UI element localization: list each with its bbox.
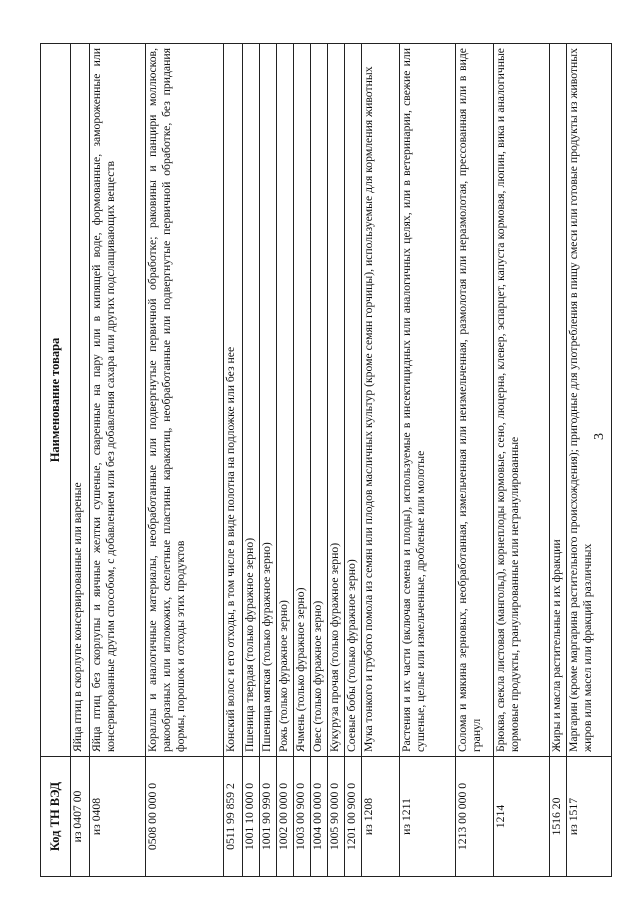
- row-code: 1213 00 000 0: [456, 757, 494, 877]
- page-number: 3: [592, 433, 607, 440]
- table-row: [277, 44, 294, 877]
- row-name: Соевые бобы (только фуражное зерно): [345, 44, 362, 757]
- table-row: [362, 44, 400, 877]
- table-header-row: [41, 44, 71, 877]
- row-code: из 1211: [400, 757, 456, 877]
- row-code: 1004 00 000 0: [311, 757, 328, 877]
- row-name: Овес (только фуражное зерно): [311, 44, 328, 757]
- row-code: 1214: [494, 757, 550, 877]
- row-code: 1201 00 900 0: [345, 757, 362, 877]
- row-name: Солома и мякина зерновых, необработанная, измельченная или неизмельченная, размолотая или неразмолотая, прессованная или в виде гранул: [456, 44, 494, 757]
- rotated-table-container: [40, 44, 598, 877]
- table-row: [456, 44, 494, 877]
- row-name: Пшеница мягкая (только фуражное зерно): [260, 44, 277, 757]
- table-row: [90, 44, 146, 877]
- row-name: Мука тонкого и грубого помола из семян или плодов масличных культур (кроме семян горчицы), используемые для кормления животных: [362, 44, 400, 757]
- header-code: Код ТН ВЭД: [41, 757, 71, 877]
- row-name: Растения и их части (включая семена и плоды), используемые в инсектицидных или аналогичных целях, или в ветеринарии, свежие или сушеные, целые или измельченные, дробленые или молотые: [400, 44, 456, 757]
- table-row: [345, 44, 362, 877]
- table-row: [71, 44, 90, 877]
- row-code: 1001 90 990 0: [260, 757, 277, 877]
- row-name: Яйца птиц в скорлупе консервированные или вареные: [71, 44, 90, 757]
- row-name: Пшеница твердая (только фуражное зерно): [243, 44, 260, 757]
- header-name: Наименование товара: [41, 44, 71, 757]
- row-code: из 0407 00: [71, 757, 90, 877]
- table-row: [550, 44, 567, 877]
- table-row: [494, 44, 550, 877]
- table-row: [243, 44, 260, 877]
- row-code: 1516 20: [550, 757, 567, 877]
- table-row: [311, 44, 328, 877]
- row-name: Конский волос и его отходы, в том числе в виде полотна на подложке или без нее: [224, 44, 243, 757]
- row-code: 1005 90 000 0: [328, 757, 345, 877]
- row-name: Жиры и масла растительные и их фракции: [550, 44, 567, 757]
- row-code: 1001 10 000 0: [243, 757, 260, 877]
- row-code: 1002 00 000 0: [277, 757, 294, 877]
- row-name: Кукуруза прочая (только фуражное зерно): [328, 44, 345, 757]
- table-row: [146, 44, 224, 877]
- row-name: Рожь (только фуражное зерно): [277, 44, 294, 757]
- row-code: из 1517: [567, 757, 612, 877]
- row-name: Яйца птиц без скорлупы и яичные желтки сушеные, сваренные на пару или в кипящей воде, формованные, замороженные или консервированные другим способом, с добавлением или без добавления сахара или других подслащивающих веществ: [90, 44, 146, 757]
- row-name: Маргарин (кроме маргарина растительного происхождения); пригодные для употребления в пищу смеси или готовые продукты из животных жиров или масел или фракций различных: [567, 44, 612, 757]
- row-code: из 0408: [90, 757, 146, 877]
- table-row: [328, 44, 345, 877]
- row-name: Кораллы и аналогичные материалы, необработанные или подвергнутые первичной обработке; раковины и панцири моллюсков, ракообразных или иглокожих, скелетные пластины каракатиц, необработанные или подвергнутые первичной обработке, без придания формы, порошок и отходы этих продуктов: [146, 44, 224, 757]
- table-row: [400, 44, 456, 877]
- row-code: 1003 00 900 0: [294, 757, 311, 877]
- table-row: [260, 44, 277, 877]
- goods-table: [40, 43, 612, 877]
- row-code: из 1208: [362, 757, 400, 877]
- table-row: [224, 44, 243, 877]
- row-code: 0511 99 859 2: [224, 757, 243, 877]
- table-row: [567, 44, 612, 877]
- row-code: 0508 00 000 0: [146, 757, 224, 877]
- row-name: Ячмень (только фуражное зерно): [294, 44, 311, 757]
- table-row: [294, 44, 311, 877]
- row-name: Брюква, свекла листовая (мангольд), корнеплоды кормовые, сено, люцерна, клевер, эспарцет, капуста кормовая, люпин, вика и аналогичные кормовые продукты, гранулированные или негранулированные: [494, 44, 550, 757]
